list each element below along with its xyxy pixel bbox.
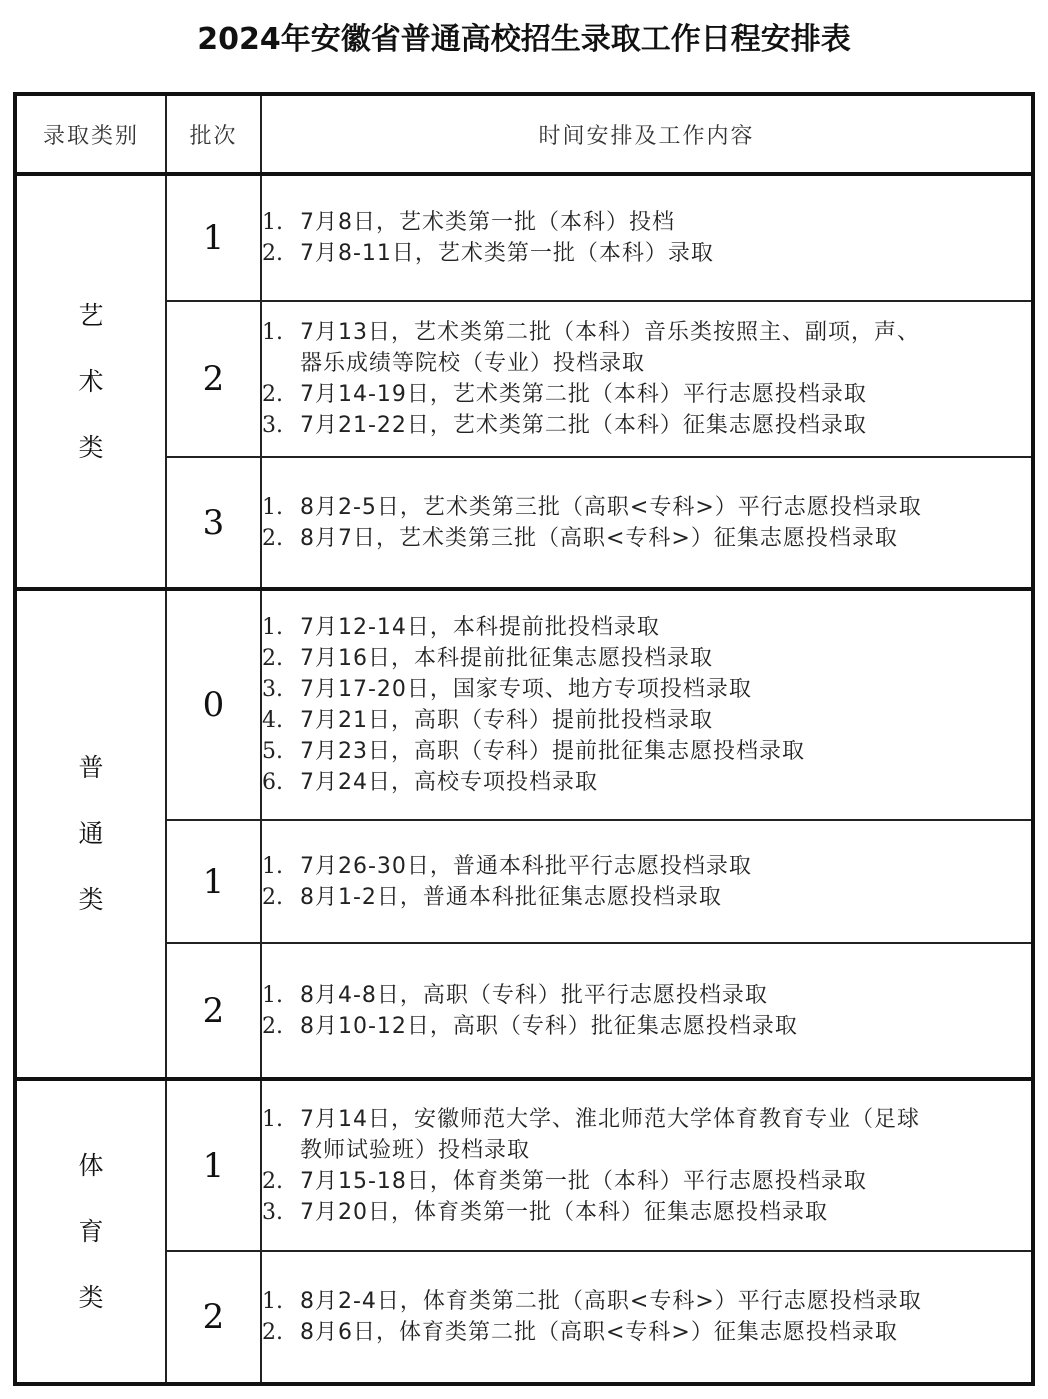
item-line: 7月26-30日，普通本科批平行志愿投档录取 bbox=[300, 853, 752, 879]
content-cell bbox=[261, 1251, 1033, 1384]
item-text bbox=[300, 523, 1031, 554]
item-number: 4. bbox=[262, 708, 283, 733]
content-cell bbox=[261, 943, 1033, 1079]
category-char: 普 bbox=[78, 753, 104, 782]
item-line: 7月16日，本科提前批征集志愿投档录取 bbox=[300, 646, 713, 671]
batch-cell: 2 bbox=[166, 943, 261, 1079]
item-text bbox=[300, 674, 1031, 705]
schedule-item bbox=[262, 317, 1031, 379]
table-row bbox=[15, 820, 1033, 943]
item-text bbox=[300, 736, 1031, 767]
item-text bbox=[300, 767, 1031, 798]
item-number: 2. bbox=[262, 1013, 283, 1039]
item-text bbox=[300, 379, 1031, 410]
item-number: 1. bbox=[262, 853, 283, 879]
header-content: 时间安排及工作内容 bbox=[261, 94, 1033, 174]
item-line: 8月6日，体育类第二批（高职<专科>）征集志愿投档录取 bbox=[300, 1320, 898, 1345]
item-text bbox=[300, 1317, 1031, 1348]
batch-cell: 1 bbox=[166, 820, 261, 943]
item-number: 2. bbox=[262, 646, 283, 671]
item-text bbox=[300, 207, 1031, 238]
item-text bbox=[300, 1104, 1031, 1166]
item-text bbox=[300, 317, 1031, 379]
item-line: 7月12-14日，本科提前批投档录取 bbox=[300, 615, 660, 640]
item-line: 7月20日，体育类第一批（本科）征集志愿投档录取 bbox=[300, 1199, 828, 1225]
table-row bbox=[15, 301, 1033, 457]
item-number: 2. bbox=[262, 525, 283, 551]
category-cell-art bbox=[15, 174, 166, 589]
content-cell bbox=[261, 820, 1033, 943]
item-number: 3. bbox=[262, 413, 283, 438]
item-number: 2. bbox=[262, 382, 283, 407]
item-line: 8月10-12日，高职（专科）批征集志愿投档录取 bbox=[300, 1013, 798, 1039]
batch-cell: 3 bbox=[166, 457, 261, 589]
item-text bbox=[300, 705, 1031, 736]
item-text bbox=[300, 410, 1031, 441]
schedule-item bbox=[262, 882, 1031, 913]
category-char: 体 bbox=[78, 1150, 104, 1180]
category-char: 艺 bbox=[78, 300, 104, 330]
schedule-item bbox=[262, 238, 1031, 269]
schedule-item bbox=[262, 674, 1031, 705]
item-line: 8月7日，艺术类第三批（高职<专科>）征集志愿投档录取 bbox=[300, 525, 898, 551]
category-char: 类 bbox=[78, 1282, 104, 1312]
category-cell-sports bbox=[15, 1079, 166, 1384]
table-row bbox=[15, 943, 1033, 1079]
schedule-table bbox=[13, 92, 1035, 1386]
item-line: 7月21日，高职（专科）提前批投档录取 bbox=[300, 708, 713, 733]
schedule-item bbox=[262, 643, 1031, 674]
content-cell bbox=[261, 301, 1033, 457]
table-row bbox=[15, 457, 1033, 589]
schedule-item bbox=[262, 705, 1031, 736]
item-line: 8月4-8日，高职（专科）批平行志愿投档录取 bbox=[300, 982, 768, 1008]
item-line: 8月1-2日，普通本科批征集志愿投档录取 bbox=[300, 884, 722, 910]
batch-cell: 0 bbox=[166, 589, 261, 820]
batch-cell: 2 bbox=[166, 301, 261, 457]
schedule-item bbox=[262, 1011, 1031, 1042]
item-number: 1. bbox=[262, 210, 283, 235]
schedule-item bbox=[262, 767, 1031, 798]
item-line: 7月14-19日，艺术类第二批（本科）平行志愿投档录取 bbox=[300, 382, 867, 407]
item-text bbox=[300, 612, 1031, 643]
header-batch: 批次 bbox=[166, 94, 261, 174]
item-line: 7月8日，艺术类第一批（本科）投档 bbox=[300, 210, 675, 235]
batch-cell: 1 bbox=[166, 1079, 261, 1251]
category-char: 术 bbox=[78, 366, 104, 396]
item-number: 2. bbox=[262, 241, 283, 266]
item-text bbox=[300, 1286, 1031, 1317]
item-text bbox=[300, 492, 1031, 523]
item-text bbox=[300, 851, 1031, 882]
category-char: 育 bbox=[78, 1216, 104, 1246]
item-number: 2. bbox=[262, 1320, 283, 1345]
content-cell bbox=[261, 174, 1033, 301]
page-title: 2024年安徽省普通高校招生录取工作日程安排表 bbox=[197, 22, 851, 57]
item-text bbox=[300, 980, 1031, 1011]
item-number: 2. bbox=[262, 1168, 283, 1194]
item-line: 7月15-18日，体育类第一批（本科）平行志愿投档录取 bbox=[300, 1168, 867, 1194]
item-line: 7月23日，高职（专科）提前批征集志愿投档录取 bbox=[300, 739, 805, 764]
category-char: 类 bbox=[78, 432, 104, 462]
item-number: 2. bbox=[262, 884, 283, 910]
item-text bbox=[300, 1011, 1031, 1042]
item-text bbox=[300, 1166, 1031, 1197]
item-line: 7月13日，艺术类第二批（本科）音乐类按照主、副项，声、 bbox=[300, 320, 920, 345]
category-cell-general bbox=[15, 589, 166, 1079]
item-line: 教师试验班）投档录取 bbox=[300, 1137, 531, 1163]
item-line: 8月2-4日，体育类第二批（高职<专科>）平行志愿投档录取 bbox=[300, 1289, 922, 1314]
item-number: 5. bbox=[262, 739, 283, 764]
content-cell bbox=[261, 589, 1033, 820]
schedule-item bbox=[262, 1286, 1031, 1317]
schedule-item bbox=[262, 736, 1031, 767]
category-char: 类 bbox=[78, 885, 104, 914]
item-number: 3. bbox=[262, 1199, 283, 1225]
item-text bbox=[300, 1197, 1031, 1228]
batch-cell: 2 bbox=[166, 1251, 261, 1384]
item-line: 7月24日，高校专项投档录取 bbox=[300, 770, 598, 795]
batch-cell: 1 bbox=[166, 174, 261, 301]
item-number: 1. bbox=[262, 1289, 283, 1314]
schedule-item bbox=[262, 492, 1031, 523]
schedule-item bbox=[262, 1197, 1031, 1228]
header-category: 录取类别 bbox=[15, 94, 166, 174]
schedule-body bbox=[15, 174, 1033, 1384]
table-row bbox=[15, 174, 1033, 301]
item-text bbox=[300, 643, 1031, 674]
item-text bbox=[300, 882, 1031, 913]
item-number: 1. bbox=[262, 494, 283, 520]
schedule-item bbox=[262, 410, 1031, 441]
table-row bbox=[15, 589, 1033, 820]
item-number: 1. bbox=[262, 320, 283, 345]
schedule-item bbox=[262, 980, 1031, 1011]
item-number: 3. bbox=[262, 677, 283, 702]
schedule-item bbox=[262, 612, 1031, 643]
schedule-item bbox=[262, 1166, 1031, 1197]
schedule-item bbox=[262, 1104, 1031, 1166]
table-row bbox=[15, 1079, 1033, 1251]
item-number: 6. bbox=[262, 770, 283, 795]
item-line: 7月14日，安徽师范大学、淮北师范大学体育教育专业（足球 bbox=[300, 1106, 920, 1132]
item-number: 1. bbox=[262, 615, 283, 640]
category-char: 通 bbox=[78, 819, 104, 848]
content-cell bbox=[261, 1079, 1033, 1251]
item-line: 7月8-11日，艺术类第一批（本科）录取 bbox=[300, 241, 714, 266]
schedule-item bbox=[262, 379, 1031, 410]
schedule-item bbox=[262, 1317, 1031, 1348]
item-line: 8月2-5日，艺术类第三批（高职<专科>）平行志愿投档录取 bbox=[300, 494, 922, 520]
item-line: 7月21-22日，艺术类第二批（本科）征集志愿投档录取 bbox=[300, 413, 867, 438]
schedule-item bbox=[262, 207, 1031, 238]
item-number: 1. bbox=[262, 1106, 283, 1132]
item-text bbox=[300, 238, 1031, 269]
header-row bbox=[15, 94, 1033, 174]
item-line: 7月17-20日，国家专项、地方专项投档录取 bbox=[300, 677, 752, 702]
schedule-item bbox=[262, 851, 1031, 882]
table-row bbox=[15, 1251, 1033, 1384]
item-line: 器乐成绩等院校（专业）投档录取 bbox=[300, 351, 646, 376]
schedule-item bbox=[262, 523, 1031, 554]
item-number: 1. bbox=[262, 982, 283, 1008]
content-cell bbox=[261, 457, 1033, 589]
